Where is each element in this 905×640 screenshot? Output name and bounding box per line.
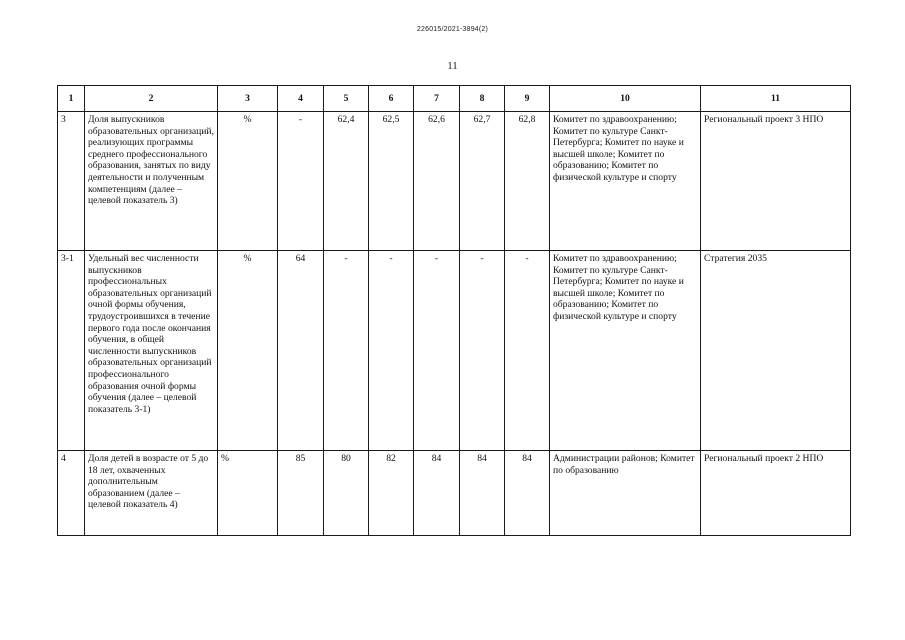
responsible-cell: Комитет по здравоохранению; Комитет по культуре Санкт-Петербурга; Комитет по науке и высшей школе; Комитет по образованию; Комитет по физической культуре и спорту bbox=[550, 251, 701, 451]
value-cell: - bbox=[460, 251, 505, 451]
column-header: 2 bbox=[85, 86, 218, 112]
value-cell: 84 bbox=[505, 451, 550, 536]
column-header: 11 bbox=[701, 86, 851, 112]
source-cell: Региональный проект 3 НПО bbox=[701, 112, 851, 251]
value-cell: 85 bbox=[278, 451, 324, 536]
row-number: 3-1 bbox=[58, 251, 85, 451]
value-cell: 80 bbox=[324, 451, 369, 536]
indicator-name: Доля выпускников образовательных организаций, реализующих программы среднего профессионального образования, занятых по виду деятельности и полученным компетенциям (далее – целевой показатель 3) bbox=[85, 112, 218, 251]
value-cell: 84 bbox=[460, 451, 505, 536]
value-cell: 62,5 bbox=[369, 112, 414, 251]
column-header: 10 bbox=[550, 86, 701, 112]
responsible-cell: Администрации районов; Комитет по образованию bbox=[550, 451, 701, 536]
value-cell: 62,4 bbox=[324, 112, 369, 251]
indicators-table bbox=[57, 85, 851, 536]
column-header: 4 bbox=[278, 86, 324, 112]
table-row bbox=[58, 112, 851, 251]
value-cell: 62,6 bbox=[414, 112, 460, 251]
source-cell: Региональный проект 2 НПО bbox=[701, 451, 851, 536]
column-header: 1 bbox=[58, 86, 85, 112]
page-number: 11 bbox=[447, 60, 458, 72]
unit-cell: % bbox=[218, 112, 278, 251]
value-cell: 62,7 bbox=[460, 112, 505, 251]
value-cell: 82 bbox=[369, 451, 414, 536]
row-number: 3 bbox=[58, 112, 85, 251]
column-header: 7 bbox=[414, 86, 460, 112]
value-cell: 62,8 bbox=[505, 112, 550, 251]
value-cell: - bbox=[369, 251, 414, 451]
value-cell: - bbox=[414, 251, 460, 451]
unit-cell: % bbox=[218, 451, 278, 536]
column-header: 6 bbox=[369, 86, 414, 112]
value-cell: 84 bbox=[414, 451, 460, 536]
value-cell: - bbox=[324, 251, 369, 451]
document-registration-number: 226015/2021-3894(2) bbox=[416, 26, 489, 33]
source-cell: Стратегия 2035 bbox=[701, 251, 851, 451]
value-cell: 64 bbox=[278, 251, 324, 451]
column-header: 5 bbox=[324, 86, 369, 112]
indicator-name: Удельный вес численности выпускников профессиональных образовательных организаций очной формы обучения, трудоустроившихся в течение первого года после окончания обучения, в общей численности выпускников образовательных организаций профессионального образования очной формы обучения (далее – целевой показатель 3-1) bbox=[85, 251, 218, 451]
table-row bbox=[58, 251, 851, 451]
responsible-cell: Комитет по здравоохранению; Комитет по культуре Санкт-Петербурга; Комитет по науке и высшей школе; Комитет по образованию; Комитет по физической культуре и спорту bbox=[550, 112, 701, 251]
column-header: 8 bbox=[460, 86, 505, 112]
table-header-row bbox=[58, 86, 851, 112]
row-number: 4 bbox=[58, 451, 85, 536]
indicator-name: Доля детей в возрасте от 5 до 18 лет, охваченных дополнительным образованием (далее – целевой показатель 4) bbox=[85, 451, 218, 536]
unit-cell: % bbox=[218, 251, 278, 451]
column-header: 9 bbox=[505, 86, 550, 112]
table-row bbox=[58, 451, 851, 536]
value-cell: - bbox=[505, 251, 550, 451]
column-header: 3 bbox=[218, 86, 278, 112]
value-cell: - bbox=[278, 112, 324, 251]
